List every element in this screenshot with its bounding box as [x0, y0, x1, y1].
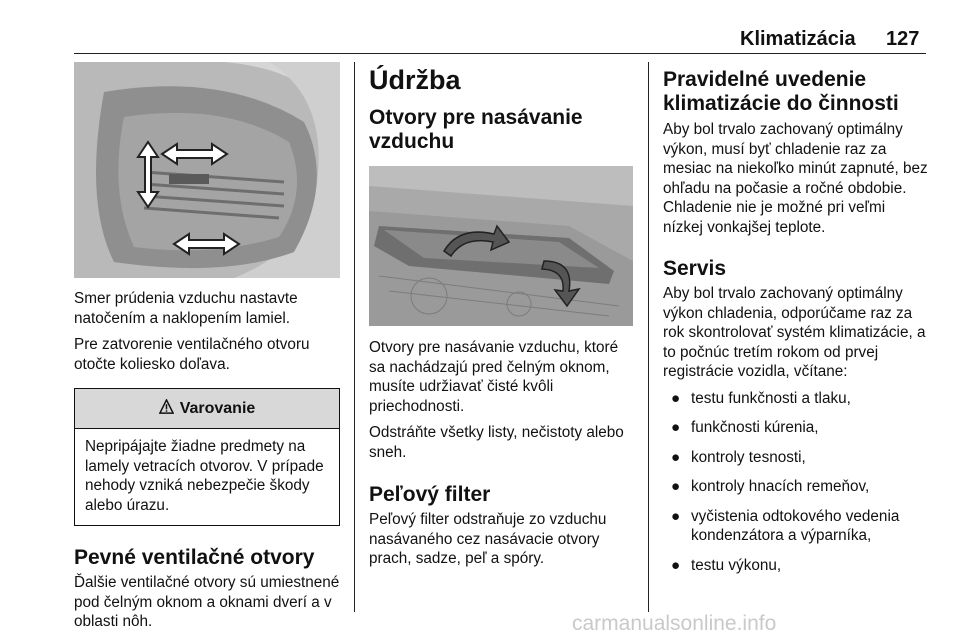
column-2 — [369, 62, 633, 569]
warning-label: Varovanie — [179, 399, 256, 417]
pollen-filter-text: Peľový filter odstraňuje zo vzduchu nasávaného cez nasávacie otvory prach, sadze, peľ a spóry. — [369, 511, 607, 567]
close-vent-text: Pre zatvorenie ventilačného otvoru otočte koliesko doľava. — [74, 336, 310, 373]
air-vent-figure — [74, 62, 340, 278]
remove-debris-text: Odstráňte všetky listy, nečistoty alebo sneh. — [369, 424, 624, 461]
regular-operation-text: Aby bol trvalo zachovaný optimálny výkon, musí byť chladenie raz za mesiac na niekoľko minút zapnuté, bez ohľadu na počasie a ročné obdobie. Chladenie nie je možné pri veľmi nízkej vonkajšej teplote. — [663, 121, 928, 236]
heading-maintenance: Údržba — [369, 65, 461, 95]
service-checklist — [663, 389, 929, 576]
page-header-title: Klimatizácia — [740, 28, 856, 50]
header-rule — [74, 53, 926, 54]
list-item: ● testu výkonu, — [671, 556, 782, 574]
warning-header — [75, 389, 339, 429]
air-intake-figure — [369, 166, 633, 326]
air-intake-text: Otvory pre nasávanie vzduchu, ktoré sa nachádzajú pred čelným oknom, musíte udržiavať čisté kvôli priechodnosti. — [369, 339, 619, 415]
warning-box — [74, 388, 340, 526]
watermark: carmanualsonline.info — [572, 612, 777, 635]
heading-air-intake: Otvory pre nasávanie vzduchu — [369, 106, 583, 153]
list-item: ● testu funkčnosti a tlaku, — [671, 389, 851, 407]
heading-regular-operation: Pravidelné uvedenie klimatizácie do činnosti — [663, 68, 899, 115]
list-item: ● kontroly tesnosti, — [671, 448, 806, 466]
air-intake-illustration — [369, 166, 633, 326]
warning-text: Nepripájajte žiadne predmety na lamely vetracích otvorov. V prípade nehody vzniká nebezpečie škody alebo úrazu. — [85, 438, 324, 514]
air-vent-illustration — [74, 62, 340, 278]
bullet-icon: ● — [671, 419, 681, 436]
column-divider-1 — [354, 62, 355, 612]
fixed-vents-text: Ďalšie ventilačné otvory sú umiestnené pod čelným oknom a oknami dverí a v oblasti nôh. — [74, 574, 340, 630]
column-3 — [663, 62, 929, 585]
figure-caption: Smer prúdenia vzduchu nastavte natočením a naklopením lamiel. — [74, 290, 298, 327]
bullet-icon: ● — [671, 507, 681, 525]
page-number: 127 — [886, 28, 920, 50]
heading-fixed-vents: Pevné ventilačné otvory — [74, 546, 315, 569]
bullet-icon: ● — [671, 478, 681, 495]
column-1 — [74, 62, 340, 632]
list-item: ● vyčistenia odtokového vedenia kondenzátora a výparníka, — [671, 507, 900, 544]
bullet-icon: ● — [671, 556, 681, 574]
heading-pollen-filter: Peľový filter — [369, 483, 491, 506]
list-item: ● funkčnosti kúrenia, — [671, 419, 819, 436]
bullet-icon: ● — [671, 389, 681, 407]
warning-triangle-icon — [159, 399, 174, 419]
column-divider-2 — [648, 62, 649, 612]
service-text: Aby bol trvalo zachovaný optimálny výkon chladenia, odporúčame raz za rok skontrolovať systém klimatizácie, a to počnúc tretím rokom od prvej registrácie vozidla, včítane: — [663, 285, 926, 380]
list-item: ● kontroly hnacích remeňov, — [671, 478, 870, 495]
heading-service: Servis — [663, 257, 727, 280]
bullet-icon: ● — [671, 448, 681, 466]
